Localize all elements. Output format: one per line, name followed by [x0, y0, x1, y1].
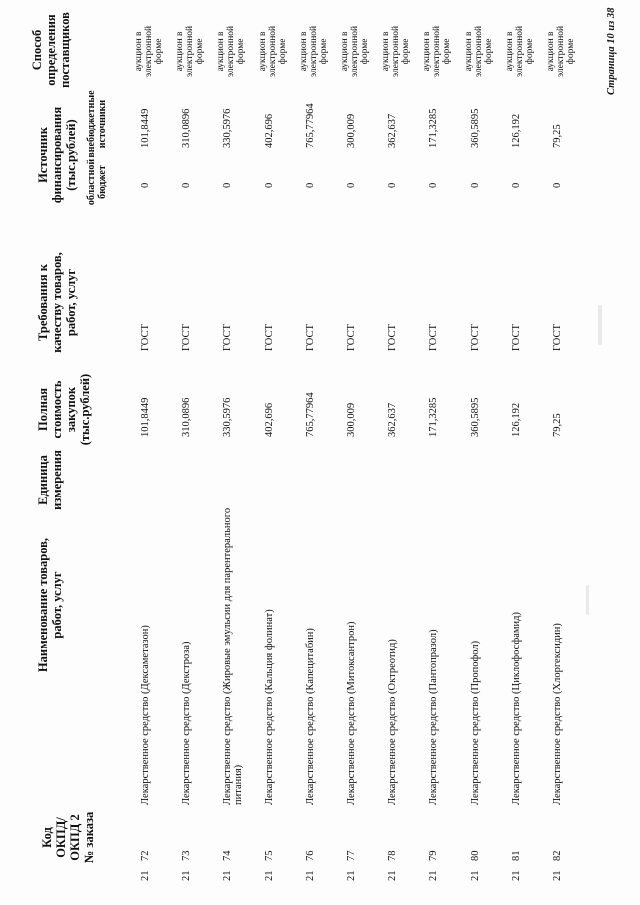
row-procurement-method-line: аукцион в	[381, 31, 392, 72]
row-quality-requirement: ГОСТ	[510, 324, 522, 351]
row-procurement-method-line: аукцион в	[298, 31, 309, 72]
row-extra-budget: 362,637	[387, 113, 399, 148]
row-full-cost: 402,696	[263, 402, 275, 437]
header-name: Наименование товаров, работ, услуг	[36, 537, 64, 673]
row-procurement-method-line: электронной	[391, 25, 402, 77]
row-procurement-method-line: аукцион в	[134, 31, 144, 72]
row-item-name	[387, 639, 398, 805]
row-procurement-method	[464, 26, 494, 77]
row-code: 21	[510, 870, 522, 881]
row-procurement-method-line: форме	[401, 38, 412, 65]
row-procurement-method-line: электронной	[144, 25, 154, 77]
header-requirements: Требования к качеству товаров, работ, услуг	[36, 252, 78, 353]
row-quality-requirement: ГОСТ	[222, 324, 234, 351]
row-quality-requirement: ГОСТ	[428, 324, 440, 351]
row-regional-budget: 0	[181, 182, 193, 188]
row-item-name-line: Лекарственное средство (Пропофол)	[469, 640, 481, 805]
row-regional-budget: 0	[387, 182, 399, 188]
row-item-name	[222, 508, 244, 805]
row-full-cost: 171,3285	[428, 397, 440, 437]
row-full-cost: 765,77964	[304, 392, 316, 437]
row-procurement-method-line: аукцион в	[546, 31, 556, 72]
row-procurement-method-line: аукцион в	[463, 31, 474, 72]
row-order-number: 78	[387, 850, 399, 861]
row-item-name	[428, 629, 439, 805]
row-procurement-method-line: форме	[566, 38, 576, 65]
row-code: 21	[428, 870, 440, 881]
row-extra-budget: 310,0896	[181, 108, 193, 148]
row-item-name-line: Лекарственное средство (Циклофосфамид)	[510, 611, 522, 805]
row-extra-budget: 79,25	[552, 124, 563, 148]
row-procurement-method-line: форме	[277, 38, 288, 65]
row-code: 21	[181, 870, 193, 881]
row-procurement-method-line: форме	[483, 38, 494, 65]
row-regional-budget: 0	[510, 182, 522, 188]
row-procurement-method	[175, 26, 205, 77]
row-order-number: 79	[428, 850, 440, 861]
scan-smudge	[586, 585, 589, 615]
row-procurement-method-line: форме	[236, 38, 247, 65]
row-procurement-method-line: аукцион в	[422, 31, 433, 72]
row-regional-budget: 0	[428, 182, 440, 188]
row-procurement-method-line: электронной	[185, 25, 196, 77]
row-order-number: 74	[222, 850, 234, 861]
header-code: Код ОКПД/ ОКПД 2 № заказа	[40, 811, 96, 864]
row-item-name-line: Лекарственное средство (Дексаметазон)	[140, 625, 151, 805]
row-procurement-method	[299, 26, 329, 77]
row-procurement-method-line: электронной	[514, 25, 525, 77]
row-procurement-method-line: аукцион в	[340, 31, 350, 72]
header-cost: Полная стоимость закупок (тыс.рублей)	[36, 373, 92, 446]
row-regional-budget: 0	[263, 182, 275, 188]
row-procurement-method-line: форме	[442, 38, 453, 65]
row-order-number: 75	[263, 850, 275, 861]
row-regional-budget: 0	[140, 182, 151, 188]
row-item-name-line: Лекарственное средство (Жировые эмульсии для парентерального	[222, 507, 234, 805]
row-regional-budget: 0	[304, 182, 316, 188]
row-item-name-line: Лекарственное средство (Октреотид)	[387, 639, 399, 805]
row-full-cost: 79,25	[552, 413, 563, 437]
row-full-cost: 362,637	[387, 402, 399, 437]
row-order-number: 76	[304, 850, 316, 861]
row-procurement-method	[134, 26, 164, 77]
row-extra-budget: 765,77964	[304, 103, 316, 148]
row-full-cost: 360,5895	[469, 397, 481, 437]
row-full-cost: 101,8449	[140, 397, 151, 437]
row-regional-budget: 0	[222, 182, 234, 188]
row-item-name-line: Лекарственное средство (Декстроза)	[181, 641, 193, 805]
header-financing-source: Источник финансирования (тыс.рублей)	[36, 106, 78, 204]
row-procurement-method-line: форме	[360, 38, 370, 65]
row-quality-requirement: ГОСТ	[181, 324, 193, 351]
row-item-name	[346, 622, 357, 805]
row-procurement-method-line: электронной	[308, 25, 319, 77]
row-extra-budget: 402,696	[263, 113, 275, 148]
row-item-name-line: Лекарственное средство (Хлоргексидин)	[552, 623, 563, 805]
row-procurement-method-line: аукцион в	[175, 31, 186, 72]
row-procurement-method	[216, 26, 246, 77]
row-quality-requirement: ГОСТ	[346, 324, 357, 351]
row-extra-budget: 126,192	[510, 113, 522, 148]
row-procurement-method	[381, 26, 411, 77]
row-quality-requirement: ГОСТ	[469, 324, 481, 351]
row-order-number: 80	[469, 850, 481, 861]
row-regional-budget: 0	[346, 182, 357, 188]
header-extra-budget: внебюджетные источники	[86, 90, 108, 158]
row-quality-requirement: ГОСТ	[140, 324, 151, 351]
row-procurement-method-line: электронной	[267, 25, 278, 77]
row-extra-budget: 171,3285	[428, 108, 440, 148]
row-code: 21	[552, 870, 563, 881]
row-quality-requirement: ГОСТ	[552, 324, 563, 351]
row-extra-budget: 101,8449	[140, 108, 151, 148]
row-procurement-method-line: форме	[318, 38, 329, 65]
row-extra-budget: 330,5976	[222, 108, 234, 148]
row-item-name	[181, 641, 192, 805]
row-procurement-method-line: аукцион в	[504, 31, 515, 72]
row-item-name-line: Лекарственное средство (Пантопразол)	[428, 629, 440, 805]
row-code: 21	[387, 870, 399, 881]
row-procurement-method	[422, 26, 452, 77]
row-full-cost: 310,0896	[181, 397, 193, 437]
header-unit: Единица измерения	[36, 450, 64, 510]
row-item-name	[511, 612, 522, 805]
row-full-cost: 330,5976	[222, 397, 234, 437]
header-regional-budget: областной бюджет	[86, 158, 108, 206]
row-procurement-method-line: аукцион в	[216, 31, 227, 72]
row-procurement-method-line: электронной	[556, 25, 566, 77]
row-procurement-method-line: электронной	[226, 25, 237, 77]
row-order-number: 73	[181, 850, 193, 861]
row-procurement-method-line: форме	[195, 38, 206, 65]
row-procurement-method-line: форме	[524, 38, 535, 65]
row-order-number: 82	[552, 850, 563, 861]
row-quality-requirement: ГОСТ	[304, 324, 316, 351]
row-extra-budget: 300,009	[346, 113, 357, 148]
row-procurement-method-line: аукцион в	[257, 31, 268, 72]
row-item-name	[470, 641, 481, 805]
row-order-number: 81	[510, 850, 522, 861]
row-order-number: 72	[140, 850, 151, 861]
header-method: Способ определения поставщиков	[30, 12, 72, 88]
row-order-number: 77	[346, 850, 357, 861]
row-procurement-method-line: электронной	[473, 25, 484, 77]
row-item-name	[552, 623, 563, 805]
row-procurement-method	[546, 26, 576, 77]
row-regional-budget: 0	[552, 182, 563, 188]
row-full-cost: 300,009	[346, 402, 357, 437]
row-item-name	[140, 625, 151, 805]
row-item-name	[305, 628, 316, 805]
row-code: 21	[222, 870, 234, 881]
row-code: 21	[304, 870, 316, 881]
row-procurement-method	[258, 26, 288, 77]
row-code: 21	[469, 870, 481, 881]
row-item-name-line: Лекарственное средство (Капецитабин)	[304, 628, 316, 805]
row-code: 21	[140, 870, 151, 881]
row-procurement-method	[340, 26, 370, 77]
row-full-cost: 126,192	[510, 402, 522, 437]
row-quality-requirement: ГОСТ	[387, 324, 399, 351]
row-item-name-line: Лекарственное средство (Митоксантрон)	[346, 621, 357, 805]
row-procurement-method-line: электронной	[350, 25, 360, 77]
scan-smudge	[598, 305, 602, 345]
row-procurement-method-line: форме	[154, 38, 164, 65]
page-number: Страница 10 из 38	[606, 7, 617, 95]
row-regional-budget: 0	[469, 182, 481, 188]
row-procurement-method-line: электронной	[432, 25, 443, 77]
row-extra-budget: 360,5895	[469, 108, 481, 148]
row-procurement-method	[505, 26, 535, 77]
row-code: 21	[346, 870, 357, 881]
row-code: 21	[263, 870, 275, 881]
row-item-name-line: Лекарственное средство (Кальция фолинат)	[263, 609, 275, 805]
row-item-name-line: питания)	[233, 764, 245, 805]
row-quality-requirement: ГОСТ	[263, 324, 275, 351]
row-item-name	[264, 609, 275, 805]
